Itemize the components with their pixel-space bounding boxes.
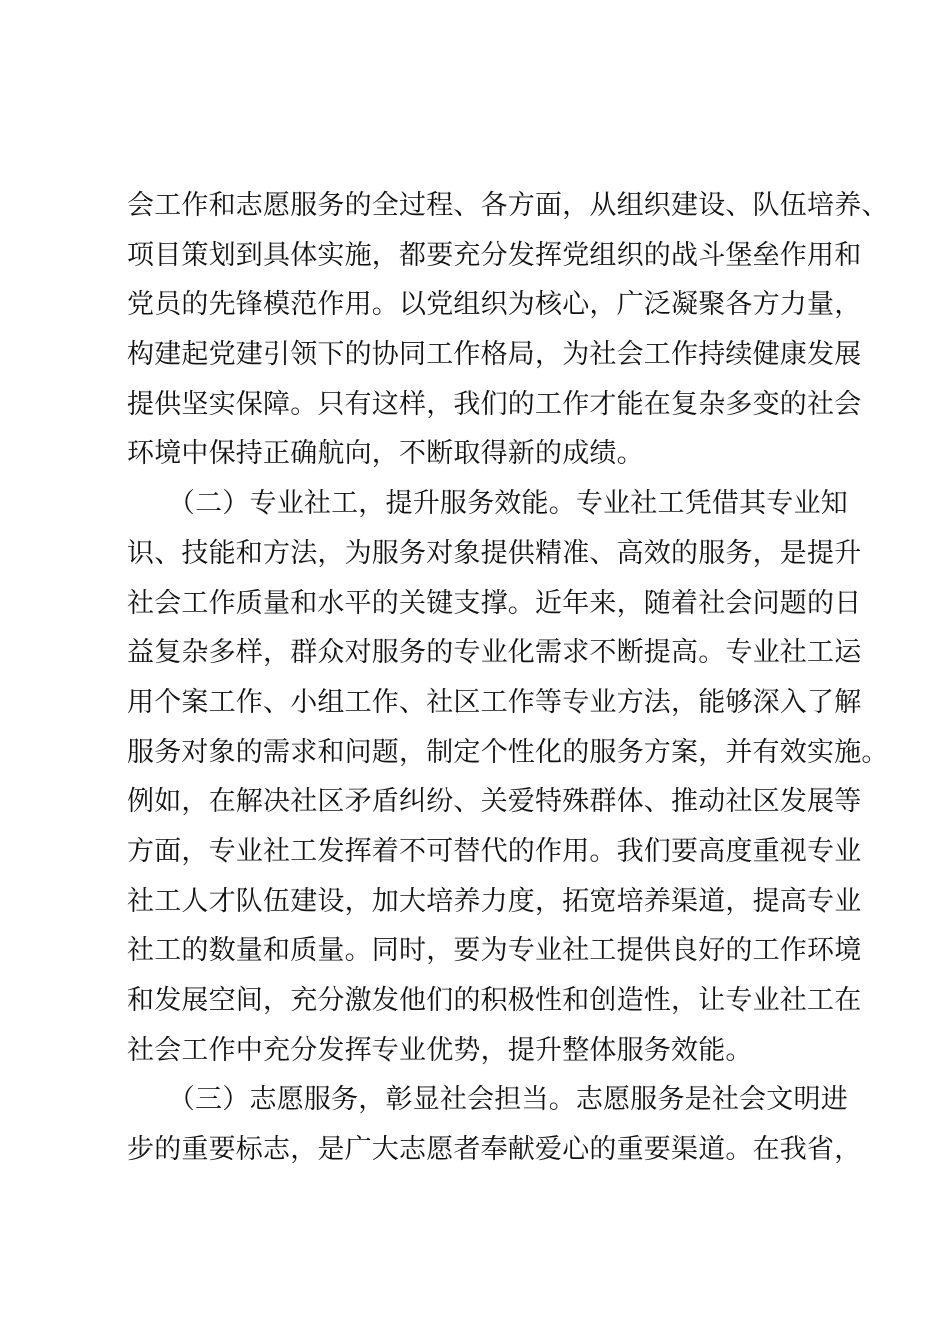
text-line: 会工作和志愿服务的全过程、各方面，从组织建设、队伍培养、 (127, 190, 889, 221)
text-line: 方面，专业社工发挥着不可替代的作用。我们要高度重视专业 (127, 835, 862, 867)
text-line: 社工人才队伍建设，加大培养力度，拓宽培养渠道，提高专业 (127, 885, 862, 917)
text-line: 环境中保持正确航向，不断取得新的成绩。 (127, 438, 644, 470)
body-text (127, 181, 889, 1175)
text-line: 项目策划到具体实施，都要充分发挥党组织的战斗堡垒作用和 (127, 239, 862, 271)
section-heading-line: （三）志愿服务，彰显社会担当。志愿服务是社会文明进 (127, 1084, 848, 1116)
text-line: 和发展空间，充分激发他们的积极性和创造性，让专业社工在 (127, 985, 862, 1016)
text-line: 构建起党建引领下的协同工作格局，为社会工作持续健康发展 (127, 339, 862, 371)
text-line: 益复杂多样，群众对服务的专业化需求不断提高。专业社工运 (127, 637, 862, 669)
text-line: 服务对象的需求和问题，制定个性化的服务方案，并有效实施。 (127, 736, 889, 768)
text-line: 例如，在解决社区矛盾纠纷、关爱特殊群体、推动社区发展等 (127, 786, 862, 818)
text-line: 步的重要标志，是广大志愿者奉献爱心的重要渠道。在我省， (127, 1134, 862, 1166)
text-line: 社会工作中充分发挥专业优势，提升整体服务效能。 (127, 1034, 753, 1066)
section-heading-line: （二）专业社工，提升服务效能。专业社工凭借其专业知 (127, 488, 848, 520)
text-line: 党员的先锋模范作用。以党组织为核心，广泛凝聚各方力量， (127, 289, 862, 321)
text-line: 识、技能和方法，为服务对象提供精准、高效的服务，是提升 (127, 537, 862, 569)
text-line: 社会工作质量和水平的关键支撑。近年来，随着社会问题的日 (127, 587, 862, 619)
text-line: 社工的数量和质量。同时，要为专业社工提供良好的工作环境 (127, 935, 862, 967)
text-line: 用个案工作、小组工作、社区工作等专业方法，能够深入了解 (127, 686, 862, 718)
text-line: 提供坚实保障。只有这样，我们的工作才能在复杂多变的社会 (127, 388, 862, 420)
